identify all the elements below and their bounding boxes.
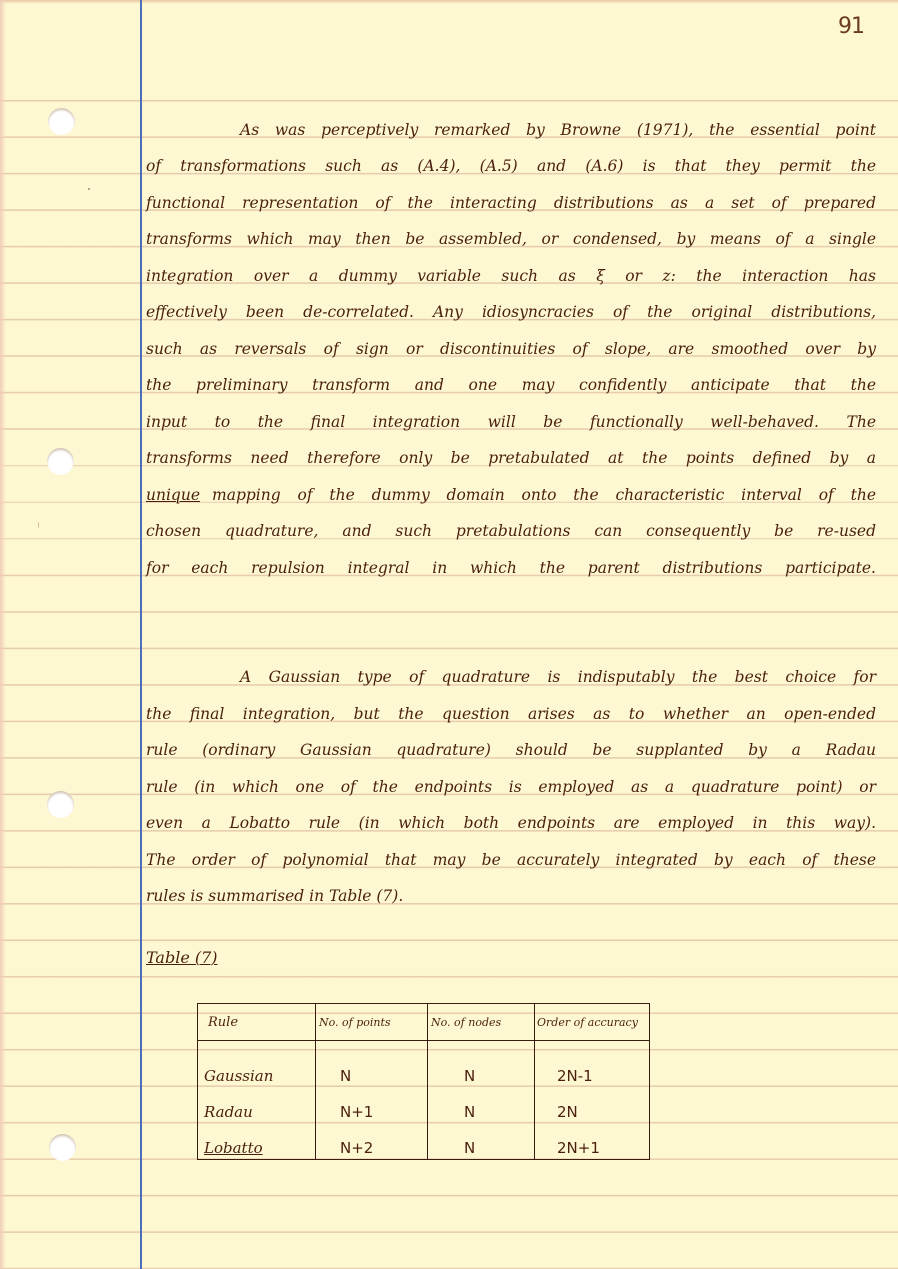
- column-header-nodes: No. of nodes: [428, 1004, 535, 1041]
- table-row: [198, 1041, 650, 1088]
- cell-nodes: N: [428, 1041, 535, 1088]
- punch-hole-icon: [47, 448, 74, 475]
- punch-hole-icon: [48, 108, 75, 135]
- paragraph-1-line: chosen quadrature, and such pretabulations can consequently be re-used: [146, 522, 876, 540]
- paragraph-2-line: A Gaussian type of quadrature is indisputably the best choice for: [240, 668, 876, 686]
- paragraph-1-line: As was perceptively remarked by Browne (1971), the essential point: [240, 121, 876, 139]
- cell-rule: Radau: [198, 1087, 316, 1123]
- paper-speck: [88, 188, 90, 190]
- cell-rule: [198, 1123, 316, 1160]
- paragraph-1-line-remainder: mapping of the dummy domain onto the characteristic interval of the: [212, 486, 876, 504]
- table-row: [198, 1087, 650, 1123]
- cell-nodes: N: [428, 1087, 535, 1123]
- column-header-points: No. of points: [316, 1004, 428, 1041]
- page-top-edge: [0, 0, 898, 4]
- table-heading: Table (7): [146, 948, 218, 967]
- paragraph-2-line: rule (in which one of the endpoints is employed as a quadrature point) or: [146, 778, 876, 796]
- paragraph-2-line: even a Lobatto rule (in which both endpoints are employed in this way).: [146, 814, 876, 832]
- quadrature-table: [197, 1003, 650, 1160]
- cell-points: N+1: [316, 1087, 428, 1123]
- top-margin: [0, 0, 898, 100]
- cell-points: N+2: [316, 1123, 428, 1160]
- cell-order: 2N+1: [535, 1123, 650, 1160]
- column-header-order: Order of accuracy: [535, 1004, 650, 1041]
- cell-nodes: N: [428, 1123, 535, 1160]
- cell-order: 2N: [535, 1087, 650, 1123]
- column-header-rule: Rule: [198, 1004, 316, 1041]
- cell-rule-text: Lobatto: [204, 1139, 263, 1157]
- paragraph-1-line: transforms need therefore only be pretabulated at the points defined by a: [146, 449, 876, 467]
- cell-points: N: [316, 1041, 428, 1088]
- table-row: [198, 1123, 650, 1160]
- paper-speck: [38, 522, 39, 528]
- margin-line: [140, 0, 142, 1269]
- page-number: 91: [838, 14, 864, 39]
- paragraph-1-line: of transformations such as (A.4), (A.5) and (A.6) is that they permit the: [146, 157, 876, 175]
- punch-hole-icon: [49, 1134, 76, 1161]
- paragraph-1-line: the preliminary transform and one may confidently anticipate that the: [146, 376, 876, 394]
- paragraph-1-line: input to the final integration will be functionally well-behaved. The: [146, 413, 876, 431]
- underlined-word-unique: unique: [146, 486, 201, 504]
- paragraph-1-line: integration over a dummy variable such as ξ or z: the interaction has: [146, 267, 876, 285]
- paragraph-1-line: functional representation of the interacting distributions as a set of prepared: [146, 194, 876, 212]
- paragraph-1-line: [146, 485, 876, 505]
- cell-rule: Gaussian: [198, 1041, 316, 1088]
- paragraph-1-line: such as reversals of sign or discontinuities of slope, are smoothed over by: [146, 340, 876, 358]
- paragraph-2-line: the final integration, but the question arises as to whether an open-ended: [146, 705, 876, 723]
- table-header-row: [198, 1004, 650, 1041]
- punch-hole-icon: [47, 791, 74, 818]
- paragraph-2-line: The order of polynomial that may be accurately integrated by each of these: [146, 851, 876, 869]
- paragraph-1-line: effectively been de-correlated. Any idiosyncracies of the original distributions,: [146, 303, 876, 321]
- paragraph-2-line: rule (ordinary Gaussian quadrature) should be supplanted by a Radau: [146, 741, 876, 759]
- paragraph-1-line: for each repulsion integral in which the parent distributions participate.: [146, 559, 876, 577]
- page-left-edge: [0, 0, 6, 1269]
- paragraph-1-line: transforms which may then be assembled, or condensed, by means of a single: [146, 230, 876, 248]
- paragraph-2-line: rules is summarised in Table (7).: [146, 887, 404, 905]
- cell-order: 2N-1: [535, 1041, 650, 1088]
